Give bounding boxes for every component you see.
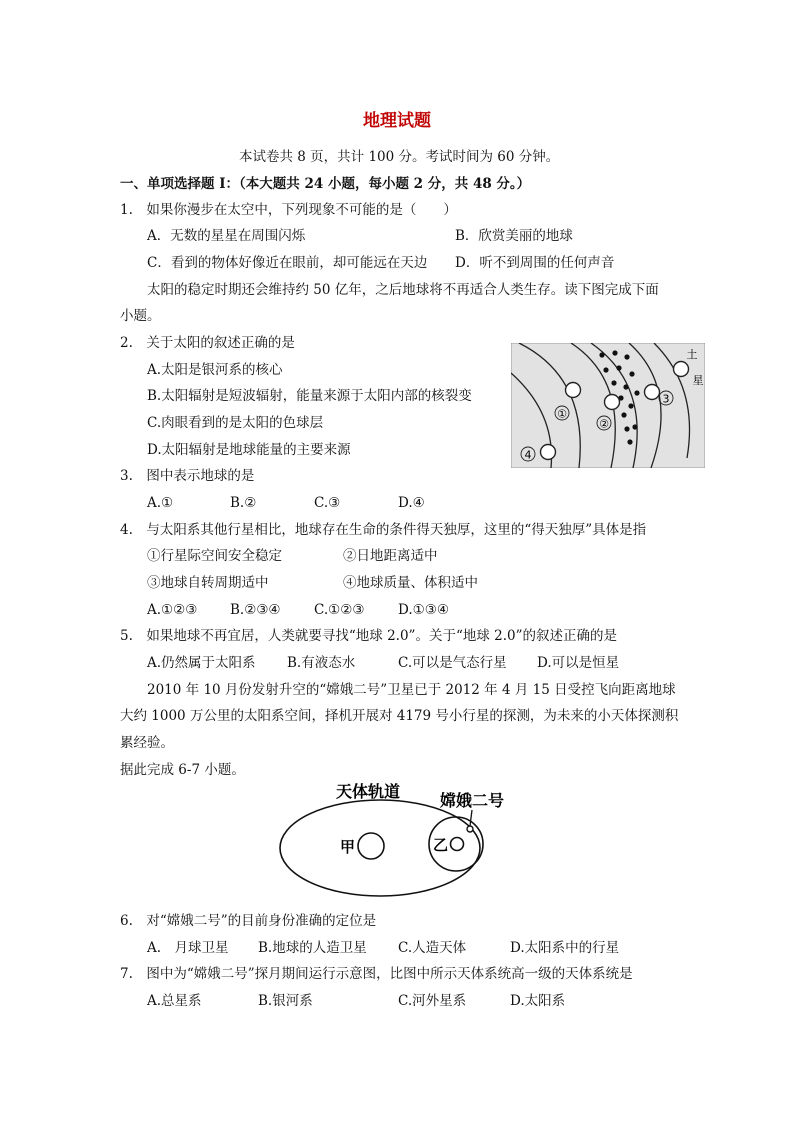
body-jia bbox=[358, 833, 384, 859]
question-1-option-c: C．看到的物体好像近在眼前，却可能远在天边 bbox=[147, 255, 428, 271]
question-4-option-b: B.②③④ bbox=[230, 602, 281, 618]
label-jia: 甲 bbox=[340, 838, 356, 856]
label-2: ② bbox=[599, 417, 609, 431]
planet-saturn bbox=[674, 362, 689, 377]
question-5-stem: 5. 如果地球不再宜居，人类就要寻找“地球 2.0”。关于“地球 2.0”的叙述正确的是 bbox=[120, 628, 618, 644]
question-2-stem: 2. 关于太阳的叙述正确的是 bbox=[120, 335, 295, 351]
question-4-statement-2: ②日地距离适中 bbox=[343, 548, 438, 564]
question-3-option-a: A.① bbox=[147, 495, 174, 511]
page-title: 地理试题 bbox=[363, 111, 431, 131]
question-7-option-c: C.河外星系 bbox=[398, 993, 467, 1009]
question-1-option-b: B．欣赏美丽的地球 bbox=[455, 228, 573, 244]
question-4-stem: 4. 与太阳系其他行星相比，地球存在生命的条件得天独厚，这里的“得天独厚”具体是指 bbox=[120, 522, 647, 538]
probe-label: 嫦娥二号 bbox=[440, 791, 505, 810]
question-2-option-d: D.太阳辐射是地球能量的主要来源 bbox=[147, 442, 351, 458]
passage-2-line-4: 据此完成 6-7 小题。 bbox=[120, 762, 245, 778]
question-1-option-a: A．无数的星星在周围闪烁 bbox=[147, 228, 306, 244]
question-7-option-b: B.银河系 bbox=[258, 993, 313, 1009]
question-5-option-d: D.可以是恒星 bbox=[537, 655, 620, 671]
question-3-option-c: C.③ bbox=[314, 495, 341, 511]
question-7-option-a: A.总星系 bbox=[147, 993, 202, 1009]
label-1: ① bbox=[557, 407, 567, 421]
section-heading: 一、单项选择题 I：（本大题共 24 小题，每小题 2 分，共 48 分。） bbox=[120, 176, 531, 192]
question-6-option-c: C.人造天体 bbox=[398, 940, 467, 956]
question-4-statement-3: ③地球自转周期适中 bbox=[147, 575, 269, 591]
question-5-option-a: A.仍然属于太阳系 bbox=[147, 655, 256, 671]
question-4-statement-1: ①行星际空间安全稳定 bbox=[147, 548, 282, 564]
question-4-option-d: D.①③④ bbox=[398, 602, 449, 618]
passage-2-line-3: 累经验。 bbox=[120, 735, 174, 751]
planet-4 bbox=[541, 445, 556, 460]
probe-dot bbox=[467, 826, 473, 832]
saturn-label-bottom: 星 bbox=[692, 374, 704, 387]
question-6-stem: 6. 对“嫦娥二号”的目前身份准确的定位是 bbox=[120, 913, 377, 929]
solar-system-figure bbox=[511, 343, 705, 468]
label-3: 3 bbox=[662, 392, 670, 406]
probe-pointer bbox=[470, 810, 472, 826]
question-6-option-d: D.太阳系中的行星 bbox=[510, 940, 620, 956]
question-1-option-d: D．听不到周围的任何声音 bbox=[455, 255, 615, 271]
question-3-option-b: B.② bbox=[230, 495, 257, 511]
question-7-option-d: D.太阳系 bbox=[510, 993, 566, 1009]
question-5-option-c: C.可以是气态行星 bbox=[398, 655, 507, 671]
orbit-label: 天体轨道 bbox=[336, 782, 401, 801]
question-1-stem: 1. 如果你漫步在太空中，下列现象不可能的是（ ） bbox=[120, 202, 457, 218]
planet-3 bbox=[645, 385, 660, 400]
label-4: 4 bbox=[524, 448, 532, 462]
body-yi bbox=[451, 838, 464, 851]
saturn-label-top: 土 bbox=[686, 348, 698, 361]
planet-2 bbox=[605, 395, 620, 410]
passage-1-line-1: 太阳的稳定时期还会维持约 50 亿年，之后地球将不再适合人类生存。读下图完成下面 bbox=[147, 282, 659, 298]
passage-2-line-1: 2010 年 10 月份发射升空的“嫦娥二号”卫星已于 2012 年 4 月 15 日受控飞向距离地球 bbox=[147, 682, 676, 698]
passage-2-line-2: 大约 1000 万公里的太阳系空间，择机开展对 4179 号小行星的探测，为未来的小天体探测积 bbox=[120, 708, 679, 724]
orbit-figure bbox=[276, 780, 516, 905]
question-4-option-a: A.①②③ bbox=[147, 602, 198, 618]
question-3-option-d: D.④ bbox=[398, 495, 425, 511]
exam-intro: 本试卷共 8 页，共计 100 分。考试时间为 60 分钟。 bbox=[239, 149, 560, 165]
question-2-option-b: B.太阳辐射是短波辐射，能量来源于太阳内部的核裂变 bbox=[147, 388, 472, 404]
question-5-option-b: B.有液态水 bbox=[287, 655, 356, 671]
label-yi: 乙 bbox=[433, 836, 449, 854]
question-3-stem: 3. 图中表示地球的是 bbox=[120, 468, 255, 484]
question-4-option-c: C.①②③ bbox=[314, 602, 365, 618]
passage-1-line-2: 小题。 bbox=[120, 308, 161, 324]
question-4-statement-4: ④地球质量、体积适中 bbox=[343, 575, 478, 591]
planet-1 bbox=[566, 383, 581, 398]
question-6-option-b: B.地球的人造卫星 bbox=[258, 940, 367, 956]
question-2-option-c: C.肉眼看到的是太阳的色球层 bbox=[147, 415, 324, 431]
question-7-stem: 7. 图中为“嫦娥二号”探月期间运行示意图，比图中所示天体系统高一级的天体系统是 bbox=[120, 966, 633, 982]
question-2-option-a: A.太阳是银河系的核心 bbox=[147, 362, 283, 378]
question-6-option-a: A. 月球卫星 bbox=[147, 940, 229, 956]
